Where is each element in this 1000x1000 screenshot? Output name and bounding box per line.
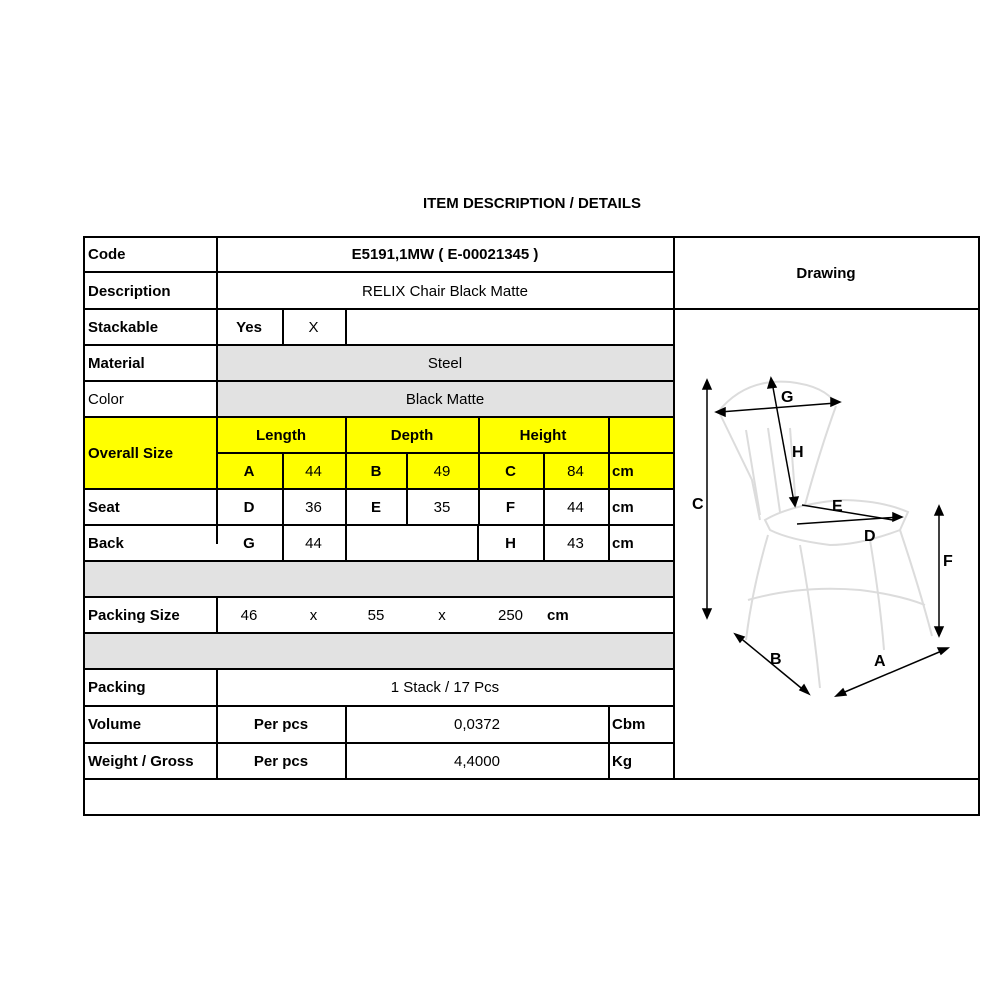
overall-size-unit: cm — [612, 462, 634, 480]
packing-label: Packing — [88, 679, 146, 696]
chair-drawing — [676, 310, 978, 778]
drawing-label-g: G — [781, 389, 794, 406]
overall-size-label: Overall Size — [88, 444, 174, 462]
packing-size-label: Packing Size — [88, 606, 180, 624]
material-label: Material — [88, 354, 145, 372]
packing-size-x2: x — [438, 606, 446, 624]
dim-g-label: G — [243, 534, 255, 552]
dim-b-value: 49 — [433, 462, 451, 480]
packing-value: 1 Stack / 17 Pcs — [390, 679, 500, 696]
length-header: Length — [256, 426, 306, 444]
seat-unit: cm — [612, 498, 634, 516]
dim-d-label: D — [243, 498, 255, 516]
dim-f-label: F — [505, 498, 516, 516]
dim-a-value: 44 — [305, 462, 322, 480]
material-value: Steel — [427, 354, 463, 372]
drawing-label-d: D — [864, 528, 876, 545]
drawing-label-e: E — [832, 498, 843, 515]
dim-c-label: C — [505, 462, 516, 480]
dim-h-value: 43 — [567, 534, 584, 552]
drawing-label-h: H — [792, 444, 804, 461]
packing-size-depth: 55 — [367, 606, 385, 624]
dimension-lines — [703, 378, 948, 696]
dim-c-value: 84 — [567, 462, 584, 480]
dim-f-value: 44 — [567, 498, 584, 516]
drawing-label-c: C — [692, 496, 704, 513]
depth-header: Depth — [390, 426, 434, 444]
back-unit: cm — [612, 534, 634, 552]
dim-g-value: 44 — [305, 534, 322, 552]
dim-a-label: A — [243, 462, 255, 480]
height-header: Height — [519, 426, 567, 444]
blank-row-1 — [84, 561, 674, 597]
weight-value: 4,4000 — [454, 752, 500, 770]
description-value: RELIX Chair Black Matte — [362, 282, 528, 300]
drawing-header: Drawing — [796, 264, 856, 282]
color-label: Color — [88, 390, 124, 408]
weight-unit: Kg — [612, 752, 632, 770]
code-label: Code — [88, 246, 126, 263]
stackable-value: Yes — [236, 318, 262, 336]
chair-outline — [718, 382, 932, 688]
packing-size-x1: x — [309, 606, 318, 624]
dim-b-label: B — [370, 462, 382, 480]
packing-size-unit: cm — [547, 606, 569, 624]
description-label: Description — [88, 282, 171, 300]
document-title: ITEM DESCRIPTION / DETAILS — [422, 195, 642, 212]
stackable-mark: X — [308, 318, 319, 336]
drawing-label-b: B — [770, 651, 782, 668]
weight-label: Weight / Gross — [88, 752, 194, 770]
color-value: Black Matte — [405, 390, 485, 408]
seat-label: Seat — [88, 498, 120, 516]
stackable-label: Stackable — [88, 318, 159, 336]
weight-per: Per pcs — [253, 752, 309, 770]
dim-e-label: E — [370, 498, 381, 516]
volume-label: Volume — [88, 716, 142, 733]
volume-unit: Cbm — [612, 716, 646, 733]
volume-per: Per pcs — [253, 716, 309, 733]
back-label: Back — [88, 534, 124, 552]
dim-h-label: H — [505, 534, 516, 552]
volume-value: 0,0372 — [454, 716, 500, 733]
drawing-label-f: F — [943, 553, 953, 570]
code-value: E5191,1MW ( E-00021345 ) — [351, 246, 539, 263]
packing-size-width: 46 — [240, 606, 258, 624]
packing-size-height: 250 — [497, 606, 524, 624]
drawing-label-a: A — [874, 653, 886, 670]
dim-d-value: 36 — [305, 498, 322, 516]
dim-e-value: 35 — [433, 498, 451, 516]
blank-row-2 — [84, 633, 674, 669]
